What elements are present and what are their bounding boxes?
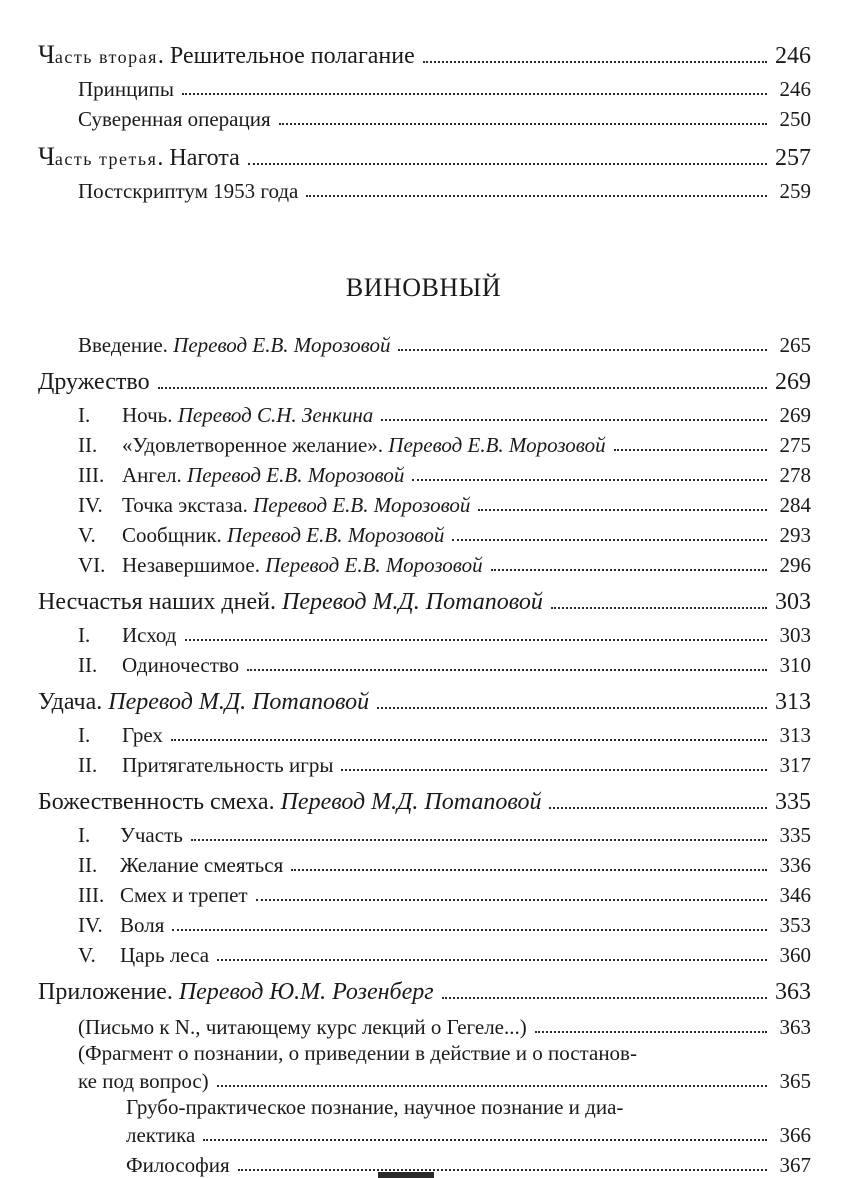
dot-leader bbox=[217, 959, 767, 961]
dot-leader bbox=[341, 769, 767, 771]
toc-entry-sin[interactable] bbox=[78, 716, 811, 746]
entry-title: Решительное полагание bbox=[169, 43, 415, 69]
toc-entry-exodus[interactable] bbox=[78, 616, 811, 646]
toc-entry-chance[interactable] bbox=[38, 684, 811, 714]
dot-leader bbox=[491, 569, 767, 571]
page-number: 363 bbox=[779, 1015, 811, 1039]
dot-leader bbox=[256, 899, 767, 901]
dot-leader bbox=[248, 163, 767, 165]
toc-entry-letter-to-n[interactable] bbox=[78, 1008, 811, 1038]
page-number: 336 bbox=[779, 853, 811, 877]
entry-label: Часть третья. Нагота bbox=[38, 142, 240, 171]
entry-label: II. Одиночество bbox=[78, 653, 240, 677]
section-title: ВИНОВНЫЙ bbox=[345, 273, 502, 302]
toc-entry-postscript-1953[interactable] bbox=[78, 172, 811, 202]
page-number: 310 bbox=[779, 653, 811, 677]
toc-entry-part-three[interactable] bbox=[38, 140, 811, 170]
dot-leader bbox=[381, 419, 767, 421]
entry-label: I. Ночь. Перевод С.Н. Зенкина bbox=[78, 403, 374, 427]
dot-leader bbox=[238, 1169, 767, 1171]
page-number: 257 bbox=[775, 145, 811, 171]
page-number: 303 bbox=[775, 589, 811, 615]
toc-entry-fragment-line1[interactable]: (Фрагмент о познании, о приведении в действие и о постанов- bbox=[78, 1041, 637, 1065]
toc-entry-solitude[interactable] bbox=[78, 646, 811, 676]
dot-leader bbox=[377, 707, 767, 709]
toc-entry-laughter-and-trembling[interactable] bbox=[78, 876, 811, 906]
page-number: 265 bbox=[779, 333, 811, 357]
toc-entry-will[interactable] bbox=[78, 906, 811, 936]
dot-leader bbox=[171, 739, 767, 741]
page-number: 317 bbox=[779, 753, 811, 777]
entry-label: III. Ангел. Перевод Е.В. Морозовой bbox=[78, 463, 405, 487]
page-number: 278 bbox=[779, 463, 811, 487]
page-number: 366 bbox=[779, 1123, 811, 1147]
dot-leader bbox=[423, 61, 767, 63]
toc-entry-angel[interactable] bbox=[78, 456, 811, 486]
entry-title: Суверенная операция bbox=[78, 107, 271, 131]
dot-leader bbox=[172, 929, 767, 931]
dot-leader bbox=[203, 1139, 767, 1141]
page-number: 296 bbox=[779, 553, 811, 577]
entry-title: Постскриптум 1953 года bbox=[78, 179, 299, 203]
toc-entry-knowledge-line1[interactable]: Грубо-практическое познание, научное познание и диа- bbox=[126, 1095, 624, 1119]
dot-leader bbox=[614, 449, 767, 451]
page-number: 259 bbox=[779, 179, 811, 203]
toc-entry-misfortunes[interactable] bbox=[38, 584, 811, 614]
entry-label: III. Смех и трепет bbox=[78, 883, 248, 907]
page-number: 353 bbox=[779, 913, 811, 937]
entry-title: ке под вопрос) bbox=[78, 1069, 209, 1093]
dot-leader bbox=[217, 1085, 767, 1087]
toc-entry-night[interactable] bbox=[78, 396, 811, 426]
page-number: 313 bbox=[779, 723, 811, 747]
toc-entry-principles[interactable] bbox=[78, 70, 811, 100]
entry-label: II. Желание смеяться bbox=[78, 853, 284, 877]
dot-leader bbox=[291, 869, 767, 871]
entry-label: V. Сообщник. Перевод Е.В. Морозовой bbox=[78, 523, 445, 547]
entry-label: Приложение. Перевод Ю.М. Розенберг bbox=[38, 979, 434, 1005]
page-number: 367 bbox=[779, 1153, 811, 1177]
toc-entry-sovereign-operation[interactable] bbox=[78, 100, 811, 130]
page-number: 293 bbox=[779, 523, 811, 547]
toc-entry-fate[interactable] bbox=[78, 816, 811, 846]
entry-label: Удача. Перевод М.Д. Потаповой bbox=[38, 689, 370, 715]
entry-label: VI. Незавершимое. Перевод Е.В. Морозовой bbox=[78, 553, 483, 577]
entry-title: лектика bbox=[126, 1123, 196, 1147]
toc-entry-game-attraction[interactable] bbox=[78, 746, 811, 776]
page-number: 275 bbox=[779, 433, 811, 457]
dot-leader bbox=[478, 509, 767, 511]
toc-entry-satisfied-desire[interactable] bbox=[78, 426, 811, 456]
dot-leader bbox=[247, 669, 767, 671]
page-number: 346 bbox=[779, 883, 811, 907]
page-number: 313 bbox=[775, 689, 811, 715]
toc-entry-ecstasy-point[interactable] bbox=[78, 486, 811, 516]
toc-entry-part-two[interactable] bbox=[38, 38, 811, 68]
dot-leader bbox=[412, 479, 767, 481]
page-number: 250 bbox=[779, 107, 811, 131]
toc-entry-friendship[interactable] bbox=[38, 364, 811, 394]
page-number: 246 bbox=[775, 43, 811, 69]
entry-label: V. Царь леса bbox=[78, 943, 210, 967]
entry-label: I. Исход bbox=[78, 623, 177, 647]
page-number: 246 bbox=[779, 77, 811, 101]
entry-title: Принципы bbox=[78, 77, 174, 101]
toc-entry-unfinishable[interactable] bbox=[78, 546, 811, 576]
page-number: 269 bbox=[775, 369, 811, 395]
entry-title: (Письмо к N., читающему курс лекций о Гегеле...) bbox=[78, 1015, 527, 1039]
entry-label: I. Грех bbox=[78, 723, 163, 747]
dot-leader bbox=[279, 123, 767, 125]
toc-entry-philosophy[interactable] bbox=[126, 1146, 811, 1176]
toc-entry-fragment[interactable] bbox=[78, 1062, 811, 1092]
toc-entry-desire-to-laugh[interactable] bbox=[78, 846, 811, 876]
page-number: 284 bbox=[779, 493, 811, 517]
dot-leader bbox=[158, 387, 767, 389]
toc-entry-introduction[interactable] bbox=[78, 326, 811, 356]
dot-leader bbox=[442, 997, 767, 999]
page-number: 303 bbox=[779, 623, 811, 647]
dot-leader bbox=[191, 839, 767, 841]
toc-entry-divinity-of-laughter[interactable] bbox=[38, 784, 811, 814]
translator: Перевод Е.В. Морозовой bbox=[173, 333, 391, 357]
entry-label: Несчастья наших дней. Перевод М.Д. Потаповой bbox=[38, 589, 543, 615]
page-number: 335 bbox=[779, 823, 811, 847]
dot-leader bbox=[182, 93, 767, 95]
page-number: 363 bbox=[775, 979, 811, 1005]
entry-label: Часть вторая. Решительное полагание bbox=[38, 40, 415, 69]
toc-entry-appendix[interactable] bbox=[38, 974, 811, 1004]
dot-leader bbox=[398, 349, 767, 351]
dot-leader bbox=[535, 1031, 767, 1033]
page-number: 335 bbox=[775, 789, 811, 815]
dot-leader bbox=[549, 807, 767, 809]
entry-title: Философия bbox=[126, 1153, 230, 1177]
dot-leader bbox=[185, 639, 768, 641]
dot-leader bbox=[306, 195, 767, 197]
page-number: 269 bbox=[779, 403, 811, 427]
entry-label: IV. Воля bbox=[78, 913, 165, 937]
entry-label: I. Участь bbox=[78, 823, 183, 847]
entry-label: II. «Удовлетворенное желание». Перевод Е.В. Морозовой bbox=[78, 433, 606, 457]
entry-label: IV. Точка экстаза. Перевод Е.В. Морозовой bbox=[78, 493, 471, 517]
dot-leader bbox=[452, 539, 767, 541]
entry-label: Божественность смеха. Перевод М.Д. Потаповой bbox=[38, 789, 542, 815]
toc-entry-knowledge[interactable] bbox=[126, 1116, 811, 1146]
entry-title: Нагота bbox=[169, 145, 240, 171]
page-number: 365 bbox=[779, 1069, 811, 1093]
page-number: 360 bbox=[779, 943, 811, 967]
dot-leader bbox=[551, 607, 767, 609]
toc-entry-king-of-the-wood[interactable] bbox=[78, 936, 811, 966]
entry-label: Введение. Перевод Е.В. Морозовой bbox=[78, 333, 391, 357]
entry-label: II. Притягательность игры bbox=[78, 753, 334, 777]
cropped-next-line bbox=[378, 1172, 434, 1178]
toc-entry-accomplice[interactable] bbox=[78, 516, 811, 546]
entry-title: Дружество bbox=[38, 369, 150, 395]
